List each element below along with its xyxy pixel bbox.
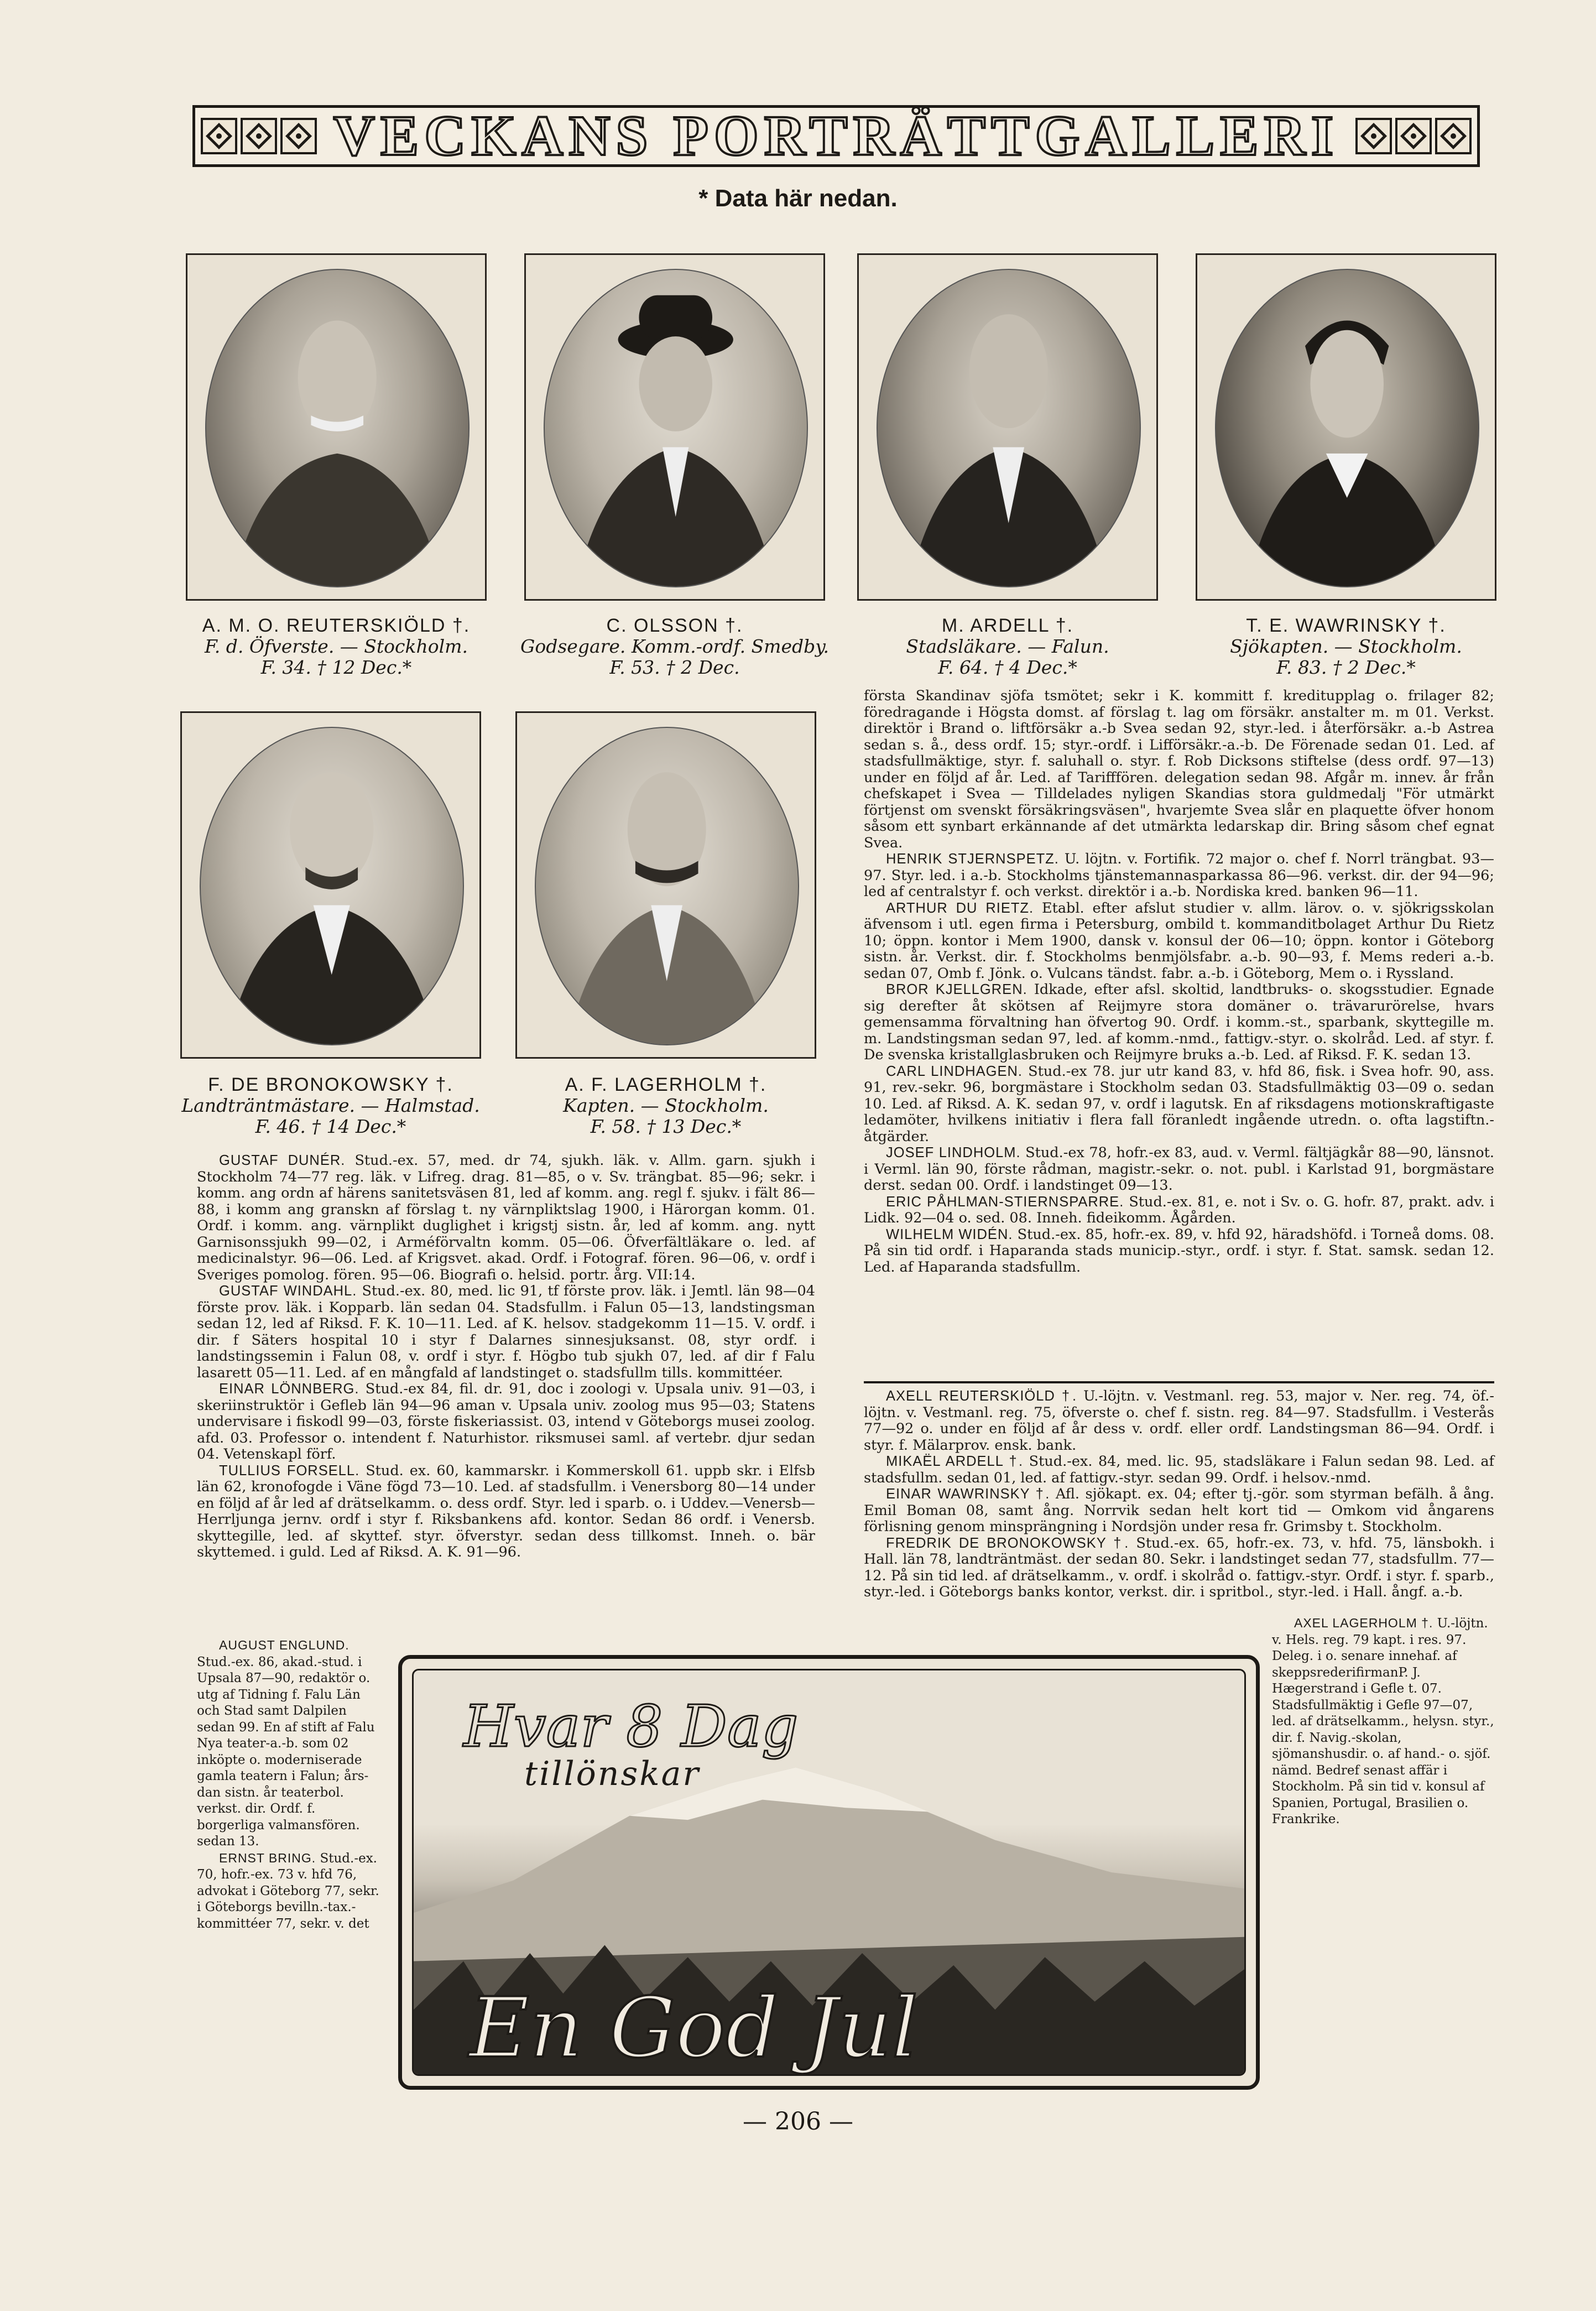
portrait-title: Godsegare. Komm.-ordf. Smedby. (520, 636, 829, 657)
portrait-title: Landträntmästare. — Halmstad. (181, 1095, 480, 1116)
bio-column-left-top (197, 1153, 815, 1561)
portrait-dates: F. 83. † 2 Dec.* (1276, 657, 1416, 678)
portrait-oval (535, 727, 799, 1045)
portrait-photo-3 (857, 253, 1158, 601)
bio-text: Idkade, efter afsl. skoltid, landtbruks- o. skogsstudier. Egnade sig derefter åt skötsen af Reijmyre stora domäner o. trävarurörelse, hvars gemensamma förvaltning han öfvertog 90. Ordf. i komm.-st., sparbank, skyttegille m. m. Landstingsman sedan 97, led. af komm.-nmd., fattigv.-styr. o. skolråd. Led. af styr. f. De svenska kristallglasbruken och Reijmyre bruks a.-b. Led. af Riksd. F. K. sedan 13. (864, 981, 1494, 1063)
portrait-photo-5 (180, 711, 481, 1059)
bio-text: Afl. sjökapt. ex. 04; efter tj.-gör. som styrman befälh. å ång. Emil Boman 08, samt ång. Norrvik sedan helt kort tid — Omkom vid ångarens förlisning genom minsprängning i Nordsjön under resa fr. Grimsby t. Stockholm. (864, 1486, 1494, 1535)
card-greeting-line3: En God Jul (469, 1980, 919, 2076)
bio-heading: JOSEF LINDHOLM. (886, 1145, 1021, 1160)
bio-text: Stud.-ex. 86, akad.-stud. i Upsala 87—90, redaktör o. utg af Tidning f. Falu Län och Stad samt Dalpilen sedan 99. En af stift af Falu Nya teater-a.-b. som 02 inköpte o. moderniserade gamla teatern i Falun; års- dan sistn. år teaterbol. verkst. dir. Ordf. f. borgerliga valmansfören. sedan 13. (197, 1654, 375, 1849)
card-landscape (412, 1669, 1246, 2076)
portrait-title: Stadsläkare. — Falun. (906, 636, 1109, 657)
bio-text: Stud.-ex. 65, hofr.-ex. 73, v. hfd. 75, länsbokh. i Hall. län 78, landträntmäst. der sedan 80. Sekr. i landstinget sedan 77, stadsfullm. 77—12. På sin tid led. af drätselkamm., v. ordf. i skolråd o. fattigv.-styr. Ordf. i styr. f. sparb., styr.-led. i Göteborgs banks kontor, verkst. dir. i spritbol., styr.-led. i Hall. ångf. a.-b. (864, 1534, 1494, 1600)
ornament-icon (1355, 118, 1392, 154)
portrait-dates: F. 64. † 4 Dec.* (938, 657, 1077, 678)
portrait-dates: F. 58. † 13 Dec.* (590, 1116, 742, 1137)
bio-column-right-narrow (1272, 1615, 1494, 1828)
bio-text: Stud.-ex. 84, med. lic. 95, stadsläkare i Falun sedan 98. Led. af stadsfullm. sedan 01, led. af fattigv.-styr. sedan 99. Ordf. i helsov.-nmd. (864, 1453, 1494, 1486)
portrait-dates: F. 53. † 2 Dec. (609, 657, 740, 678)
portrait-caption-4 (1185, 615, 1508, 678)
bio-text: U. löjtn. v. Fortifik. 72 major o. chef f. Norrl trängbat. 93—97. Styr. led. i a.-b. Stockholms tjänstemannasparkassa 86—96. verkst. dir. der 94—96; led af centralstyr f. och verkst. direktör i a.-b. Nordiska kred. banken 96—11. (864, 851, 1495, 900)
bio-heading: MIKAËL ARDELL †. (886, 1454, 1024, 1469)
bio-heading: GUSTAF WINDAHL. (219, 1283, 357, 1299)
bio-text: Stud.-ex. 80, med. lic 91, tf förste prov. läk. i Jemtl. län 98—04 förste prov. läk. i Kopparb. län sedan 04. Stadsfullm. i Falun 05—13, landstingsman sedan 12, led af Riksd. F. K. 10—11. Led. af K. helsov. stadgekomm 11—15. V. ordf. i dir. f Säters hospital 10 i styr f Dalarnes sinnesjuksanst. 08, styr ordf. i landstingssemin i Falun 08, v. ordf i styr. f. Högbo tub sjukh 07, led. af dir f Falu lasarett 05—11. Led. af en mångfald af landstinget o. stadsfullm tills. kommittéer. (197, 1283, 815, 1381)
header-banner (192, 105, 1480, 167)
bio-text: U.-löjtn. v. Hels. reg. 79 kapt. i res. 97. Deleg. i o. senare innehaf. af skeppsrederifirmanP. J. Hægerstrand i Gefle t. 07. Stadsfullmäktig i Gefle 97—07, led. af drätselkamm., helysn. styr., dir. f. Navig.-skolan, sjömanshusdir. o. af hand.- o. sjöf. nämd. Bedref senast affär i Stockholm. På sin tid v. konsul af Spanien, Portugal, Brasilien o. Frankrike. (1272, 1616, 1494, 1826)
portrait-photo-6 (515, 711, 816, 1059)
bio-text: U.-löjtn. v. Vestmanl. reg. 53, major v. Ner. reg. 74, öf.-löjtn. v. Vestmanl. reg. 75, öfverste o. chef f. sistn. reg. 84—97. Stadsfullm. i Vesterås 77—92 o. under en följd af år dess v. ordf. eller ordf. Landstingsman 86—94. Ordf. i styr. f. Mälarprov. ensk. bank. (864, 1388, 1494, 1454)
bio-heading: AXELL REUTERSKIÖLD †. (886, 1388, 1077, 1404)
portrait-name: T. E. WAWRINSKY †. (1246, 615, 1446, 636)
page-subtitle: * Data här nedan. (698, 185, 898, 212)
portrait-dates: F. 34. † 12 Dec.* (260, 657, 412, 678)
portrait-name: A. M. O. REUTERSKIÖLD †. (202, 615, 471, 636)
bio-heading: FREDRIK DE BRONOKOWSKY †. (886, 1535, 1129, 1551)
portrait-name: M. ARDELL †. (941, 615, 1074, 636)
bio-heading: AUGUST ENGLUND. (219, 1638, 350, 1652)
bio-text: Stud. ex. 60, kammarskr. i Kommerskoll 61. uppb skr. i Elfsb län 62, kronofogde i Väne fögd 73—10. Led. af stadsfullm. i Venersborg 80—14 under en följd af år led af drätselkamm. o. dess ordf. Styr. led i sparb. o. i Uddev.—Venersb—Herrljunga jernv. ordf i styr f. Riksbankens afd. kontor. Sedan 86 ordf. i Venersb. skyttegille, led. af skyttef. styr. öfverstyr. sedan dess tillkomst. Inneh. o. bär skyttemed. i guld. Led af Riksd. A. K. 91—96. (197, 1462, 815, 1560)
bio-heading: WILHELM WIDÉN. (886, 1226, 1013, 1242)
card-greeting-line2: tillönskar (524, 1755, 701, 1793)
portrait-photo-2 (524, 253, 825, 601)
bio-heading: CARL LINDHAGEN. (886, 1063, 1023, 1079)
bio-text: Stud.-ex 84, fil. dr. 91, doc i zoologi v. Upsala univ. 91—03, i skeriinstruktör i Gefleb län 94—96 aman v. Upsala univ. zoolog mus 95—03; Statens undervisare i fiskodl 99—03, förste fiskeriassist. 03, intend v Göteborgs musei zoolog. afd. 03. Professor o. intendent f. Naturhistor. riksmusei saml. af vertebr. djur sedan 04. Vetenskapl förf. (197, 1381, 816, 1462)
bio-text: Stud.-ex. 85, hofr.-ex. 89, v. hfd 92, häradshöfd. i Torneå doms. 08. På sin tid ordf. i Haparanda stads municip.-styr., ordf. i styr. f. Stat. samsk. sedan 12. Led. af Haparanda stadsfullm. (864, 1226, 1494, 1276)
bio-text: Stud.-ex 78. jur utr kand 83, v. hfd 86, fisk. i Svea hofr. 90, ass. 91, rev.-sekr. 96, borgmästare i Stockholm sedan 03. Stadsfullmäktig 03—09 o. sedan 10. Led. af Riksd. A. K. sedan 97, v. ordf i lagutsk. En af riksdagens motionskraftigaste ledamöter, hvilkens initiativ i flera fall föranledt ingående utredn. o. ofta lagstiftn.-åtgärder. (864, 1063, 1495, 1145)
bio-text: första Skandinav sjöfa tsmötet; sekr i K. kommitt f. kreditupplag o. frilager 82; föredragande i Högsta domst. af förslag t. lag om försäkr. anstalter m. m 01. Verkst. direktör i Brand o. liftförsäkr a.-b Svea sedan 92, styr.-led. i återförsäkr. a.-b Astrea sedan s. å., dess ordf. 15; styr.-ordf. i Lifförsäkr.-a.-b. De Förenade sedan 01. Led. af stadsfullmäktige, styr. f. saluhall o. styr. f. Rob Dicksons stiftelse (dess ordf. 97—13) under en följd af år. Led. af Tarifffören. delegation sedan 98. Afgår m. innev. år från chefskapet i Svea — Tilldelades nyligen Skandias stora guldmedalj "För utmärkt förtjenst om svenskt försäkringsväsen", hvarjemte Svea slår en plaquette öfver honom såsom ett synbart erkännande af det utmärkta ledarskap dir. Bring såsom chef egnat Svea. (864, 688, 1494, 851)
bio-column-left-narrow (197, 1637, 379, 1932)
bio-heading: TULLIUS FORSELL. (219, 1462, 360, 1479)
portrait-caption-5 (169, 1074, 492, 1137)
portrait-caption-3 (846, 615, 1169, 678)
portrait-caption-1 (175, 615, 498, 678)
bio-heading: AXEL LAGERHOLM †. (1294, 1616, 1433, 1630)
portrait-photo-4 (1196, 253, 1496, 601)
ornament-icon (1395, 118, 1432, 154)
portrait-name: C. OLSSON †. (606, 615, 743, 636)
ornament-right (1350, 118, 1477, 154)
portrait-name: A. F. LAGERHOLM †. (565, 1074, 767, 1095)
bio-heading: ARTHUR DU RIETZ. (886, 900, 1034, 916)
portrait-oval (200, 727, 463, 1045)
page-title: VECKANS PORTRÄTTGALLERI (333, 104, 1339, 168)
portrait-title: Sjökapten. — Stockholm. (1230, 636, 1462, 657)
bio-heading: ERIC PÅHLMAN-STIERNSPARRE. (886, 1194, 1124, 1210)
portrait-oval (544, 269, 807, 587)
bio-text: Etabl. efter afslut studier v. allm. lärov. o. v. sjökrigsskolan äfvensom i utl. egen firma i Petersburg, ombild t. kommanditbolaget Arthur Du Rietz 10; öppn. kontor i Mem 1900, dansk v. konsul der 06—10; öppn. kontor i Göteborg sistn. år. Verkst. dir. f. Stockholms benmjölsfabr. a.-b. 90—93, f. Mems rederi a.-b. sedan 07, Omb f. Jönk. o. Vulcans tändst. fabr. a.-b. i Göteborg, Mem o. i Ryssland. (864, 899, 1495, 982)
christmas-card (398, 1655, 1260, 2090)
portrait-title: Kapten. — Stockholm. (563, 1095, 769, 1116)
bio-column-right (864, 688, 1494, 1276)
portrait-dates: F. 46. † 14 Dec.* (255, 1116, 406, 1137)
bio-text: Stud.-ex. 81, e. not i Sv. o. G. hofr. 87, prakt. adv. i Lidk. 92—04 o. sed. 08. Inneh. fideikomm. Ågården. (864, 1193, 1494, 1226)
ornament-left (195, 118, 322, 154)
bio-text: Stud.-ex. 70, hofr.-ex. 73 v. hfd 76, advokat i Göteborg 77, sekr. i Göteborgs bevilln.-tax.-kommittéer 77, sekr. v. det (197, 1851, 379, 1931)
ornament-icon (241, 118, 277, 154)
bio-heading: HENRIK STJERNSPETZ. (886, 851, 1059, 867)
section-divider (864, 1381, 1494, 1383)
ornament-icon (1435, 118, 1472, 154)
bio-heading: GUSTAF DUNÉR. (219, 1153, 346, 1168)
portrait-oval (205, 269, 469, 587)
portrait-title: F. d. Öfverste. — Stockholm. (205, 636, 468, 657)
bio-heading: BROR KJELLGREN. (886, 982, 1028, 997)
portrait-caption-6 (504, 1074, 827, 1137)
portrait-caption-2 (513, 615, 836, 678)
bio-text: Stud.-ex. 57, med. dr 74, sjukh. läk. v. Allm. garn. sjukh i Stockholm 74—77 reg. läk. v Lifreg. drag. 81—85, o v. Sv. trängbat. 85—96; sekr. i komm. ang ordn af härens sanitetsväsen 81, led af komm. ang. regl f. sjukv. i fält 86—88, i komm ang granskn af förslag t. ny värnpliktslag 1900, i Härorgan komm. 01. Ordf. i komm. ang. värnplikt duglighet i krigstj sistn. år, led af komm. ang. nytt Garnisonssjukh 99—02, i Arméförvaltn komm. 05—06. Öfverfältläkare o. led. af medicinalstyr. 96—06. Led. af Krigsvet. akad. Ordf. i Fotograf. fören. 96—06, v. ordf i Sveriges pomolog. fören. 95—06. Biografi o. helsid. portr. årg. VII:14. (197, 1152, 816, 1283)
portrait-oval (1215, 269, 1479, 587)
portrait-oval (877, 269, 1140, 587)
card-greeting-line1: Hvar 8 Dag (463, 1693, 799, 1760)
ornament-icon (201, 118, 237, 154)
bio-text: Stud.-ex 78, hofr.-ex 83, aud. v. Verml. fältjägkår 88—90, länsnot. i Verml. län 90, förste rådman, magistr.-sekr. o. not. publ. i Karlstad 91, borgmästare derst. sedan 00. Ordf. i landstinget 09—13. (864, 1144, 1495, 1194)
page-number: — 206 — (743, 2107, 853, 2136)
ornament-icon (280, 118, 317, 154)
portrait-name: F. DE BRONOKOWSKY †. (208, 1074, 453, 1095)
bio-heading: ERNST BRING. (219, 1850, 316, 1865)
bio-heading: EINAR WAWRINSKY †. (886, 1486, 1050, 1502)
bio-heading: EINAR LÖNNBERG. (219, 1381, 359, 1397)
bio-column-right-deaths (864, 1388, 1494, 1601)
portrait-photo-1 (186, 253, 487, 601)
